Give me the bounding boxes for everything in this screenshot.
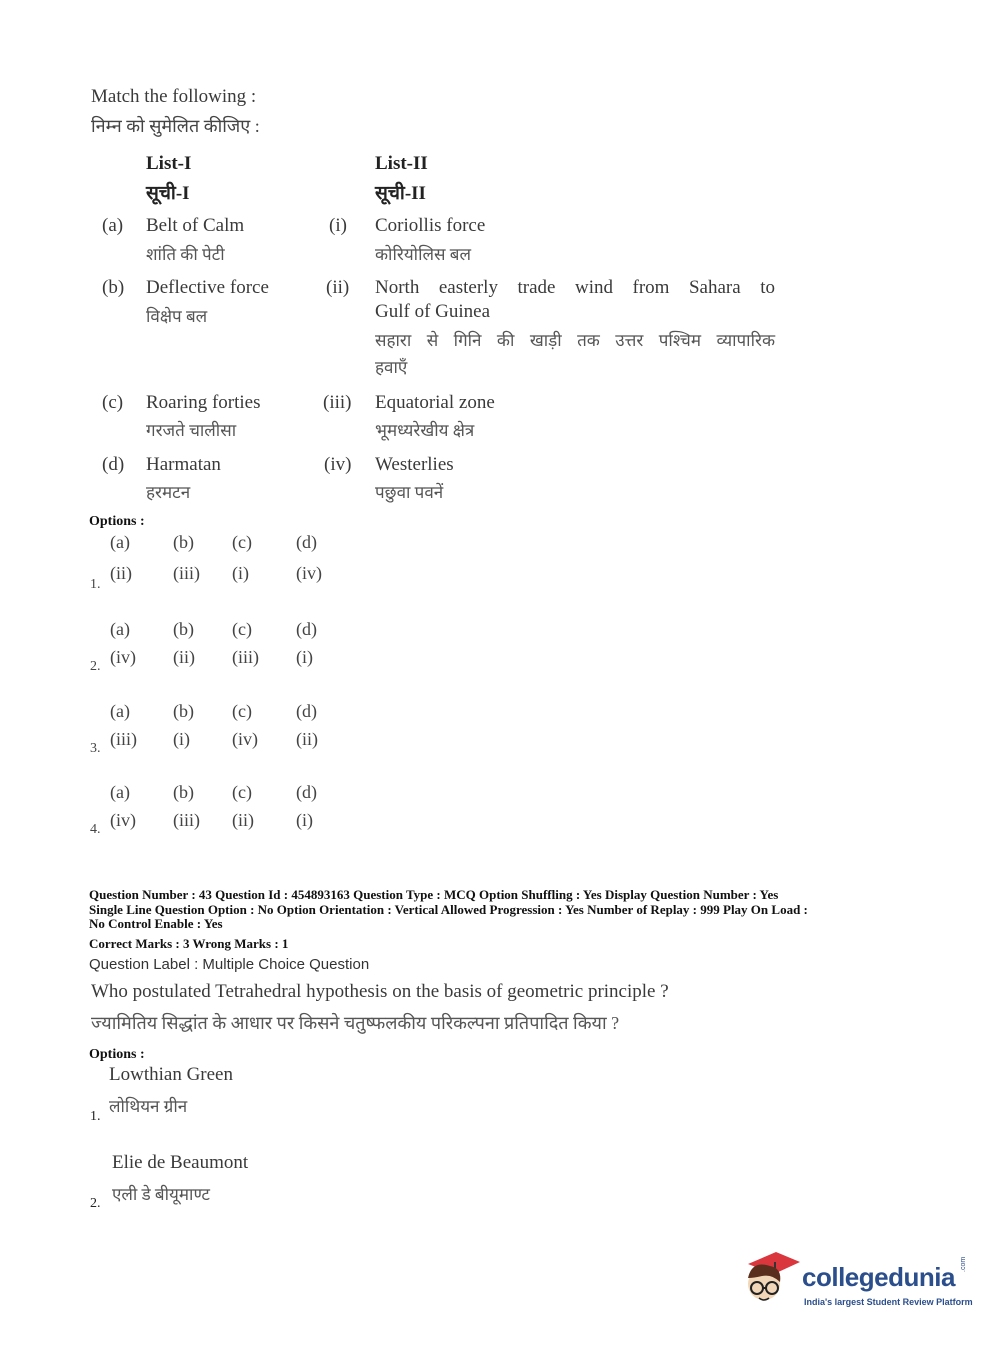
option-3-head-c: (c) [232, 701, 252, 721]
list1-heading-hi: सूची-I [146, 183, 190, 204]
row-c-right-hi: भूमध्यरेखीय क्षेत्र [375, 421, 475, 440]
row-a-right-en: Coriollis force [375, 215, 486, 236]
question2-prompt-hi: ज्यामितिय सिद्धांत के आधार पर किसने चतुष्फलकीय परिकल्पना प्रतिपादित किया ? [91, 1013, 620, 1033]
option-4-head-b: (b) [173, 782, 194, 802]
row-c-left-en: Roaring forties [146, 392, 261, 413]
q2-option-2-en: Elie de Beaumont [112, 1152, 249, 1173]
row-b-left-en: Deflective force [146, 277, 269, 298]
row-b-right-hi-2: हवाएँ [375, 358, 408, 377]
option-3-val-a: (iii) [110, 729, 137, 749]
option-2-val-d: (i) [296, 647, 313, 667]
row-a-right-label: (i) [329, 215, 347, 236]
meta-marks: Correct Marks : 3 Wrong Marks : 1 [89, 936, 289, 951]
option-4-val-c: (ii) [232, 810, 254, 830]
option-1-val-a: (ii) [110, 563, 132, 583]
row-d-label: (d) [102, 454, 125, 475]
q2-option-2-number: 2. [90, 1196, 101, 1211]
option-2-val-b: (ii) [173, 647, 195, 667]
option-1-head-d: (d) [296, 532, 317, 552]
row-a-right-hi: कोरियोलिस बल [375, 245, 471, 264]
row-b-label: (b) [102, 277, 125, 298]
row-c-right-label: (iii) [323, 392, 352, 413]
question-label: Question Label : Multiple Choice Question [89, 956, 370, 973]
logo-tagline: India's largest Student Review Platform [804, 1297, 973, 1307]
option-2-head-b: (b) [173, 619, 194, 639]
option-4-val-b: (iii) [173, 810, 200, 830]
option-3-head-d: (d) [296, 701, 317, 721]
logo-name: collegedunia [802, 1262, 955, 1292]
row-d-left-hi: हरमटन [146, 483, 191, 502]
option-3-val-d: (ii) [296, 729, 318, 749]
option-1-head-a: (a) [110, 532, 130, 552]
option-4-head-c: (c) [232, 782, 252, 802]
question1-prompt-hi: निम्न को सुमेलित कीजिए : [91, 116, 260, 136]
q2-option-1[interactable] [0, 1064, 400, 1130]
meta-line-3: No Control Enable : Yes [89, 916, 223, 931]
row-d-right-en: Westerlies [375, 454, 454, 475]
option-2-val-c: (iii) [232, 647, 259, 667]
option-4-head-d: (d) [296, 782, 317, 802]
list1-heading: List-I [146, 153, 192, 174]
option-3-val-b: (i) [173, 729, 190, 749]
row-b-left-hi: विक्षेप बल [146, 307, 208, 326]
options-title: Options : [89, 514, 145, 529]
option-2[interactable] [0, 619, 400, 679]
logo-suffix: .com [960, 1256, 967, 1272]
row-b-right-hi-1: सहारा से गिनि की खाड़ी तक उत्तर पश्चिम व्यापारिक [375, 331, 775, 350]
row-b-right-label: (ii) [326, 277, 350, 298]
option-3-head-b: (b) [173, 701, 194, 721]
option-2-number: 2. [90, 659, 101, 674]
collegedunia-logo [742, 1248, 972, 1318]
q2-option-1-en: Lowthian Green [109, 1064, 233, 1085]
option-1[interactable] [0, 532, 400, 592]
q2-option-1-number: 1. [90, 1109, 101, 1124]
option-1-val-c: (i) [232, 563, 249, 583]
row-d-left-en: Harmatan [146, 454, 221, 475]
row-c-label: (c) [102, 392, 124, 413]
option-2-head-d: (d) [296, 619, 317, 639]
option-3[interactable] [0, 701, 400, 761]
question1-prompt-en: Match the following : [91, 86, 257, 107]
option-2-head-c: (c) [232, 619, 252, 639]
row-a-label: (a) [102, 215, 124, 236]
mascot-icon [742, 1248, 802, 1310]
option-1-val-b: (iii) [173, 563, 200, 583]
question2-prompt-en: Who postulated Tetrahedral hypothesis on the basis of geometric principle ? [91, 981, 669, 1002]
option-3-head-a: (a) [110, 701, 130, 721]
option-1-val-d: (iv) [296, 563, 322, 583]
meta-line-2: Single Line Question Option : No Option Orientation : Vertical Allowed Progression : Yes Number of Replay : 999 Play On Load : [89, 902, 808, 917]
option-1-head-c: (c) [232, 532, 252, 552]
row-b-right-en-2: Gulf of Guinea [375, 301, 491, 322]
option-4[interactable] [0, 782, 400, 842]
option-1-number: 1. [90, 577, 101, 592]
option-4-number: 4. [90, 822, 101, 837]
list2-heading-hi: सूची-II [375, 183, 426, 204]
option-4-val-a: (iv) [110, 810, 136, 830]
option-3-val-c: (iv) [232, 729, 258, 749]
row-d-right-label: (iv) [324, 454, 352, 475]
list2-heading: List-II [375, 153, 428, 174]
row-d-right-hi: पछुवा पवनें [375, 483, 444, 502]
option-2-head-a: (a) [110, 619, 130, 639]
row-c-right-en: Equatorial zone [375, 392, 495, 413]
q2-option-2-hi: एली डे बीयूमाण्ट [112, 1185, 210, 1204]
option-1-head-b: (b) [173, 532, 194, 552]
q2-option-1-hi: लोथियन ग्रीन [109, 1097, 188, 1116]
row-a-left-en: Belt of Calm [146, 215, 245, 236]
option-4-val-d: (i) [296, 810, 313, 830]
row-c-left-hi: गरजते चालीसा [146, 421, 237, 440]
q2-option-2[interactable] [0, 1152, 400, 1218]
row-a-left-hi: शांति की पेटी [146, 245, 225, 264]
options-title-q2: Options : [89, 1047, 145, 1062]
meta-line-1: Question Number : 43 Question Id : 454893163 Question Type : MCQ Option Shuffling : Yes Display Question Number : Yes [89, 887, 779, 902]
option-4-head-a: (a) [110, 782, 130, 802]
option-3-number: 3. [90, 741, 101, 756]
row-b-right-en-1: North easterly trade wind from Sahara to [375, 277, 775, 298]
option-2-val-a: (iv) [110, 647, 136, 667]
